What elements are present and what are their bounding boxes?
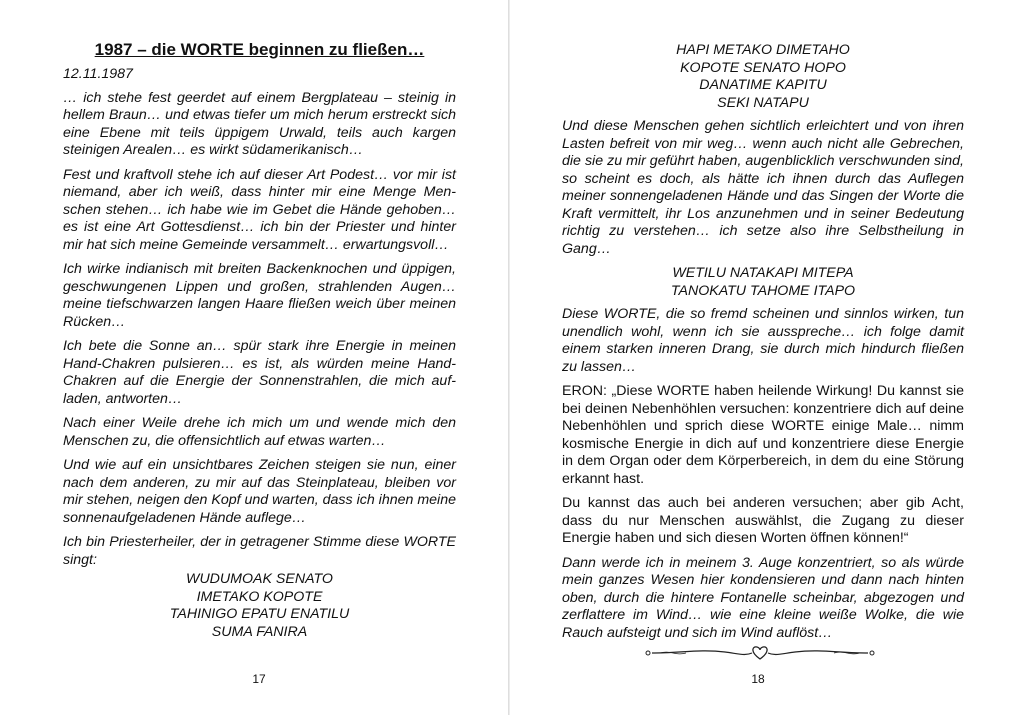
- paragraph: Dann werde ich in meinem 3. Auge konzentriert, so als würde mein ganzes Wesen hier kondensieren und dann nach hinten oben, durch die hintere Fontanelle scheinbar, abgezogen und zerflattere im Wind… wie eine kleine weiße Wolke, die wie Rauch aufsteigt und sich im Wind auflöst…: [562, 554, 964, 641]
- page-number: 18: [751, 672, 765, 686]
- paragraph: Und diese Menschen gehen sichtlich erleichtert und von ihren Lasten befreit von mir weg… wenn auch nicht alle Gebrechen, die sie zu mir geführt haben, augenblicklich verschwunden sind, so scheint es doch, als hätte ich ihnen durch das Auflegen meiner sonnengeladenen Hände und das Singen der Worte die Kraft vermittelt, ihr Los anzunehmen und in seiner Bedeutung richtig zu verstehen… ich setze also ihre Selbstheilung in Gang…: [562, 118, 964, 257]
- chant-block: [562, 42, 964, 112]
- paragraph: Ich wirke indianisch mit breiten Backenknochen und üppigen, geschwungenen Lippen und großen, strahlenden Augen… meine tiefschwarzen langen Haare fließen weich über meinen Rücken…: [63, 261, 456, 330]
- chant-line: HAPI METAKO DIMETAHO: [676, 42, 850, 58]
- page-right-content: [562, 42, 964, 649]
- paragraph: Ich bin Priesterheiler, der in getragener Stimme diese WORTE singt:: [63, 534, 456, 568]
- paragraph: Ich bete die Sonne an… spür stark ihre Energie in meinen Hand-Chakren pulsieren… es ist, als würden meine Hand-Chakren auf die Energie der Sonnenstrahlen, die mich aufladen, antworten…: [63, 338, 456, 407]
- paragraph: Und wie auf ein unsichtbares Zeichen steigen sie nun, einer nach dem anderen, zu mir auf das Steinplateau, bleiben vor mir stehen, neigen den Kopf und warten, dass ich ihnen meine sonnenaufgeladenen Hände auflege…: [63, 457, 456, 526]
- chant-line: SEKI NATAPU: [717, 94, 809, 111]
- chant-line: DANATIME KAPITU: [699, 77, 827, 93]
- page-right: [510, 0, 1020, 715]
- page-number: 17: [252, 672, 266, 686]
- chant-line: TAHINIGO EPATU ENATILU: [169, 606, 350, 622]
- chant-block: [562, 265, 964, 300]
- chant-line: KOPOTE SENATO HOPO: [680, 59, 846, 76]
- chant-line: WUDUMOAK SENATO: [186, 571, 333, 587]
- chant-line: IMETAKO KOPOTE: [196, 588, 323, 605]
- page-left: [0, 0, 508, 715]
- paragraph: Nach einer Weile drehe ich mich um und wende mich den Menschen zu, die offensichtlich auf etwas warten…: [63, 415, 456, 449]
- chant-block: [63, 571, 456, 641]
- chapter-title: 1987 – die WORTE beginnen zu fließen…: [94, 40, 425, 59]
- paragraph: Fest und kraftvoll stehe ich auf dieser Art Podest… vor mir ist niemand, aber ich weiß, dass hinter mir eine Menge Menschen stehen… ich habe wie im Gebet die Hände gehoben… es ist eine Art Gottesdienst… ich bin der Priester und hinter mir hat sich meine Gemeinde versammelt… erwartungsvoll…: [63, 166, 456, 253]
- heart-ornament-icon: [640, 643, 880, 663]
- chant-line: SUMA FANIRA: [211, 623, 308, 640]
- paragraph: Diese WORTE, die so fremd scheinen und sinnlos wirken, tun unendlich wohl, wenn ich sie ausspreche… ich folge damit einem starken inneren Drang, sie durch mich hindurch fließen zu lassen…: [562, 306, 964, 375]
- quote-paragraph: Du kannst das auch bei anderen versuchen; aber gib Acht, dass du nur Menschen auswählst, die Zugang zu dieser Energie haben und sich diesen Worten öffnen können!“: [562, 495, 964, 546]
- chant-line: TANOKATU TAHOME ITAPO: [670, 282, 856, 299]
- quote-paragraph: ERON: „Diese WORTE haben heilende Wirkung! Du kannst sie bei deinen Nebenhöhlen versuchen: konzentriere dich auf deine Nebenhöhlen und sprich diese WORTE einige Male… nimm kosmische Energie in dich auf und konzentriere diese Energie in dem Organ oder dem Körperbereich, in dem du eine Störung erkannt hast.: [562, 383, 964, 487]
- entry-date: 12.11.1987: [63, 66, 133, 82]
- paragraph: … ich stehe fest geerdet auf einem Bergplateau – steinig in hellem Braun… und etwas tiefer um mich herum erstreckt sich eine Ebene mit teils üppigem Urwald, teils auch kargen steinigen Arealen… es wirkt südamerikanisch…: [63, 89, 456, 158]
- chant-line: WETILU NATAKAPI MITEPA: [672, 265, 854, 281]
- page-left-content: [63, 40, 456, 647]
